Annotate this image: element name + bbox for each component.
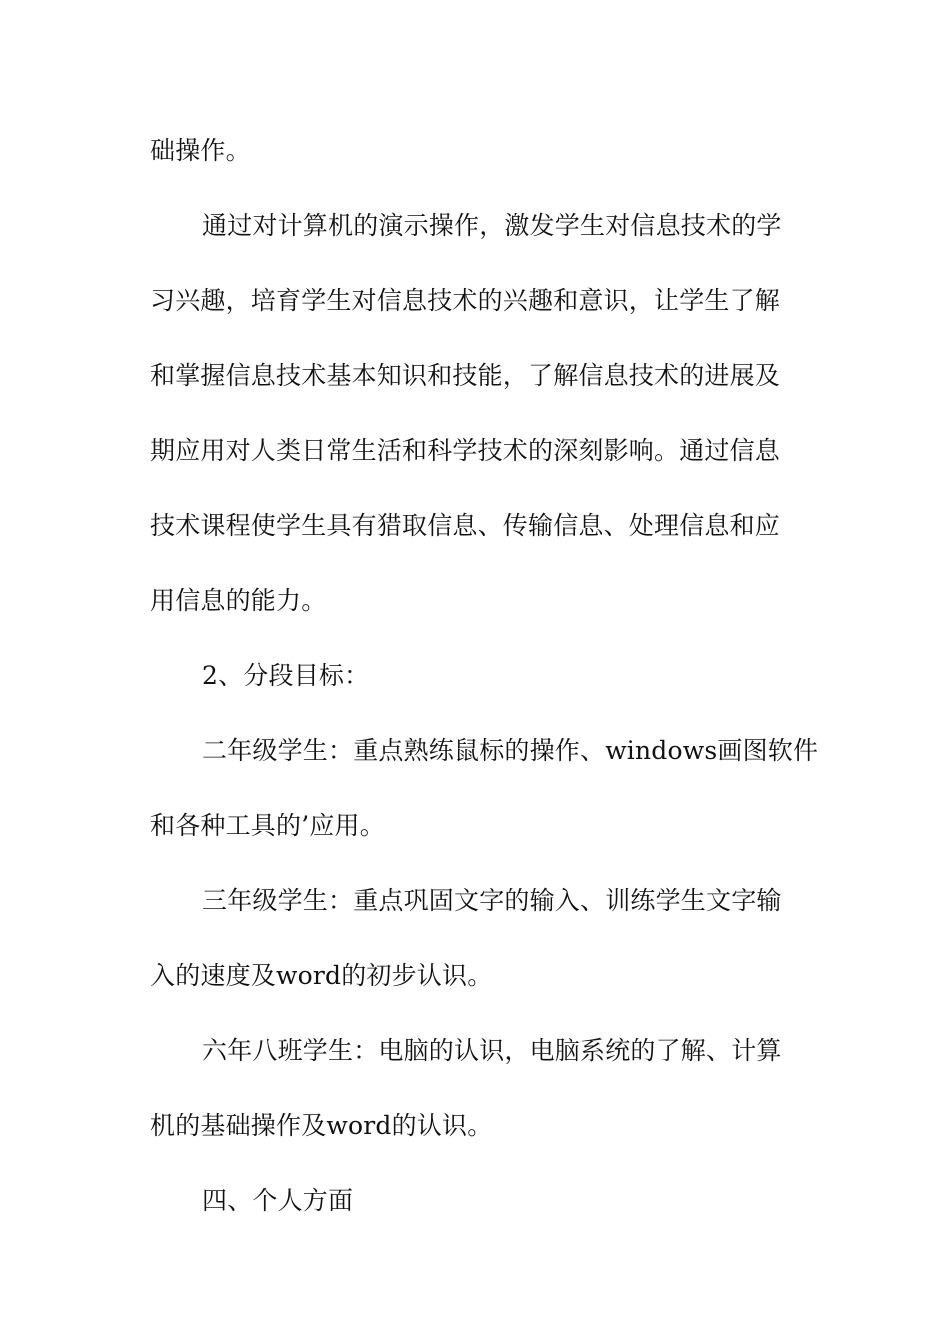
text-line: 期应用对人类日常生活和科学技术的深刻影响。通过信息: [150, 436, 781, 465]
paragraph-start: 通过对计算机的演示操作，激发学生对信息技术的学: [202, 211, 782, 240]
section-heading: 四、个人方面: [202, 1186, 354, 1215]
paragraph-start: 二年级学生：重点熟练鼠标的操作、windows画图软件: [202, 736, 819, 765]
text-line: 和各种工具的’应用。: [150, 811, 385, 840]
text-line: 习兴趣，培育学生对信息技术的兴趣和意识，让学生了解: [150, 286, 781, 315]
text-line: 础操作。: [150, 136, 251, 165]
text-line: 入的速度及word的初步认识。: [150, 961, 493, 990]
paragraph-start: 三年级学生：重点巩固文字的输入、训练学生文字输: [202, 886, 782, 915]
paragraph-start: 六年八班学生：电脑的认识，电脑系统的了解、计算: [202, 1036, 782, 1065]
text-line: 和掌握信息技术基本知识和技能，了解信息技术的进展及: [150, 361, 781, 390]
section-heading: 2、分段目标：: [202, 661, 370, 690]
text-line: 用信息的能力。: [150, 586, 327, 615]
text-line: 机的基础操作及word的认识。: [150, 1111, 493, 1140]
text-line: 技术课程使学生具有猎取信息、传输信息、处理信息和应: [150, 511, 781, 540]
